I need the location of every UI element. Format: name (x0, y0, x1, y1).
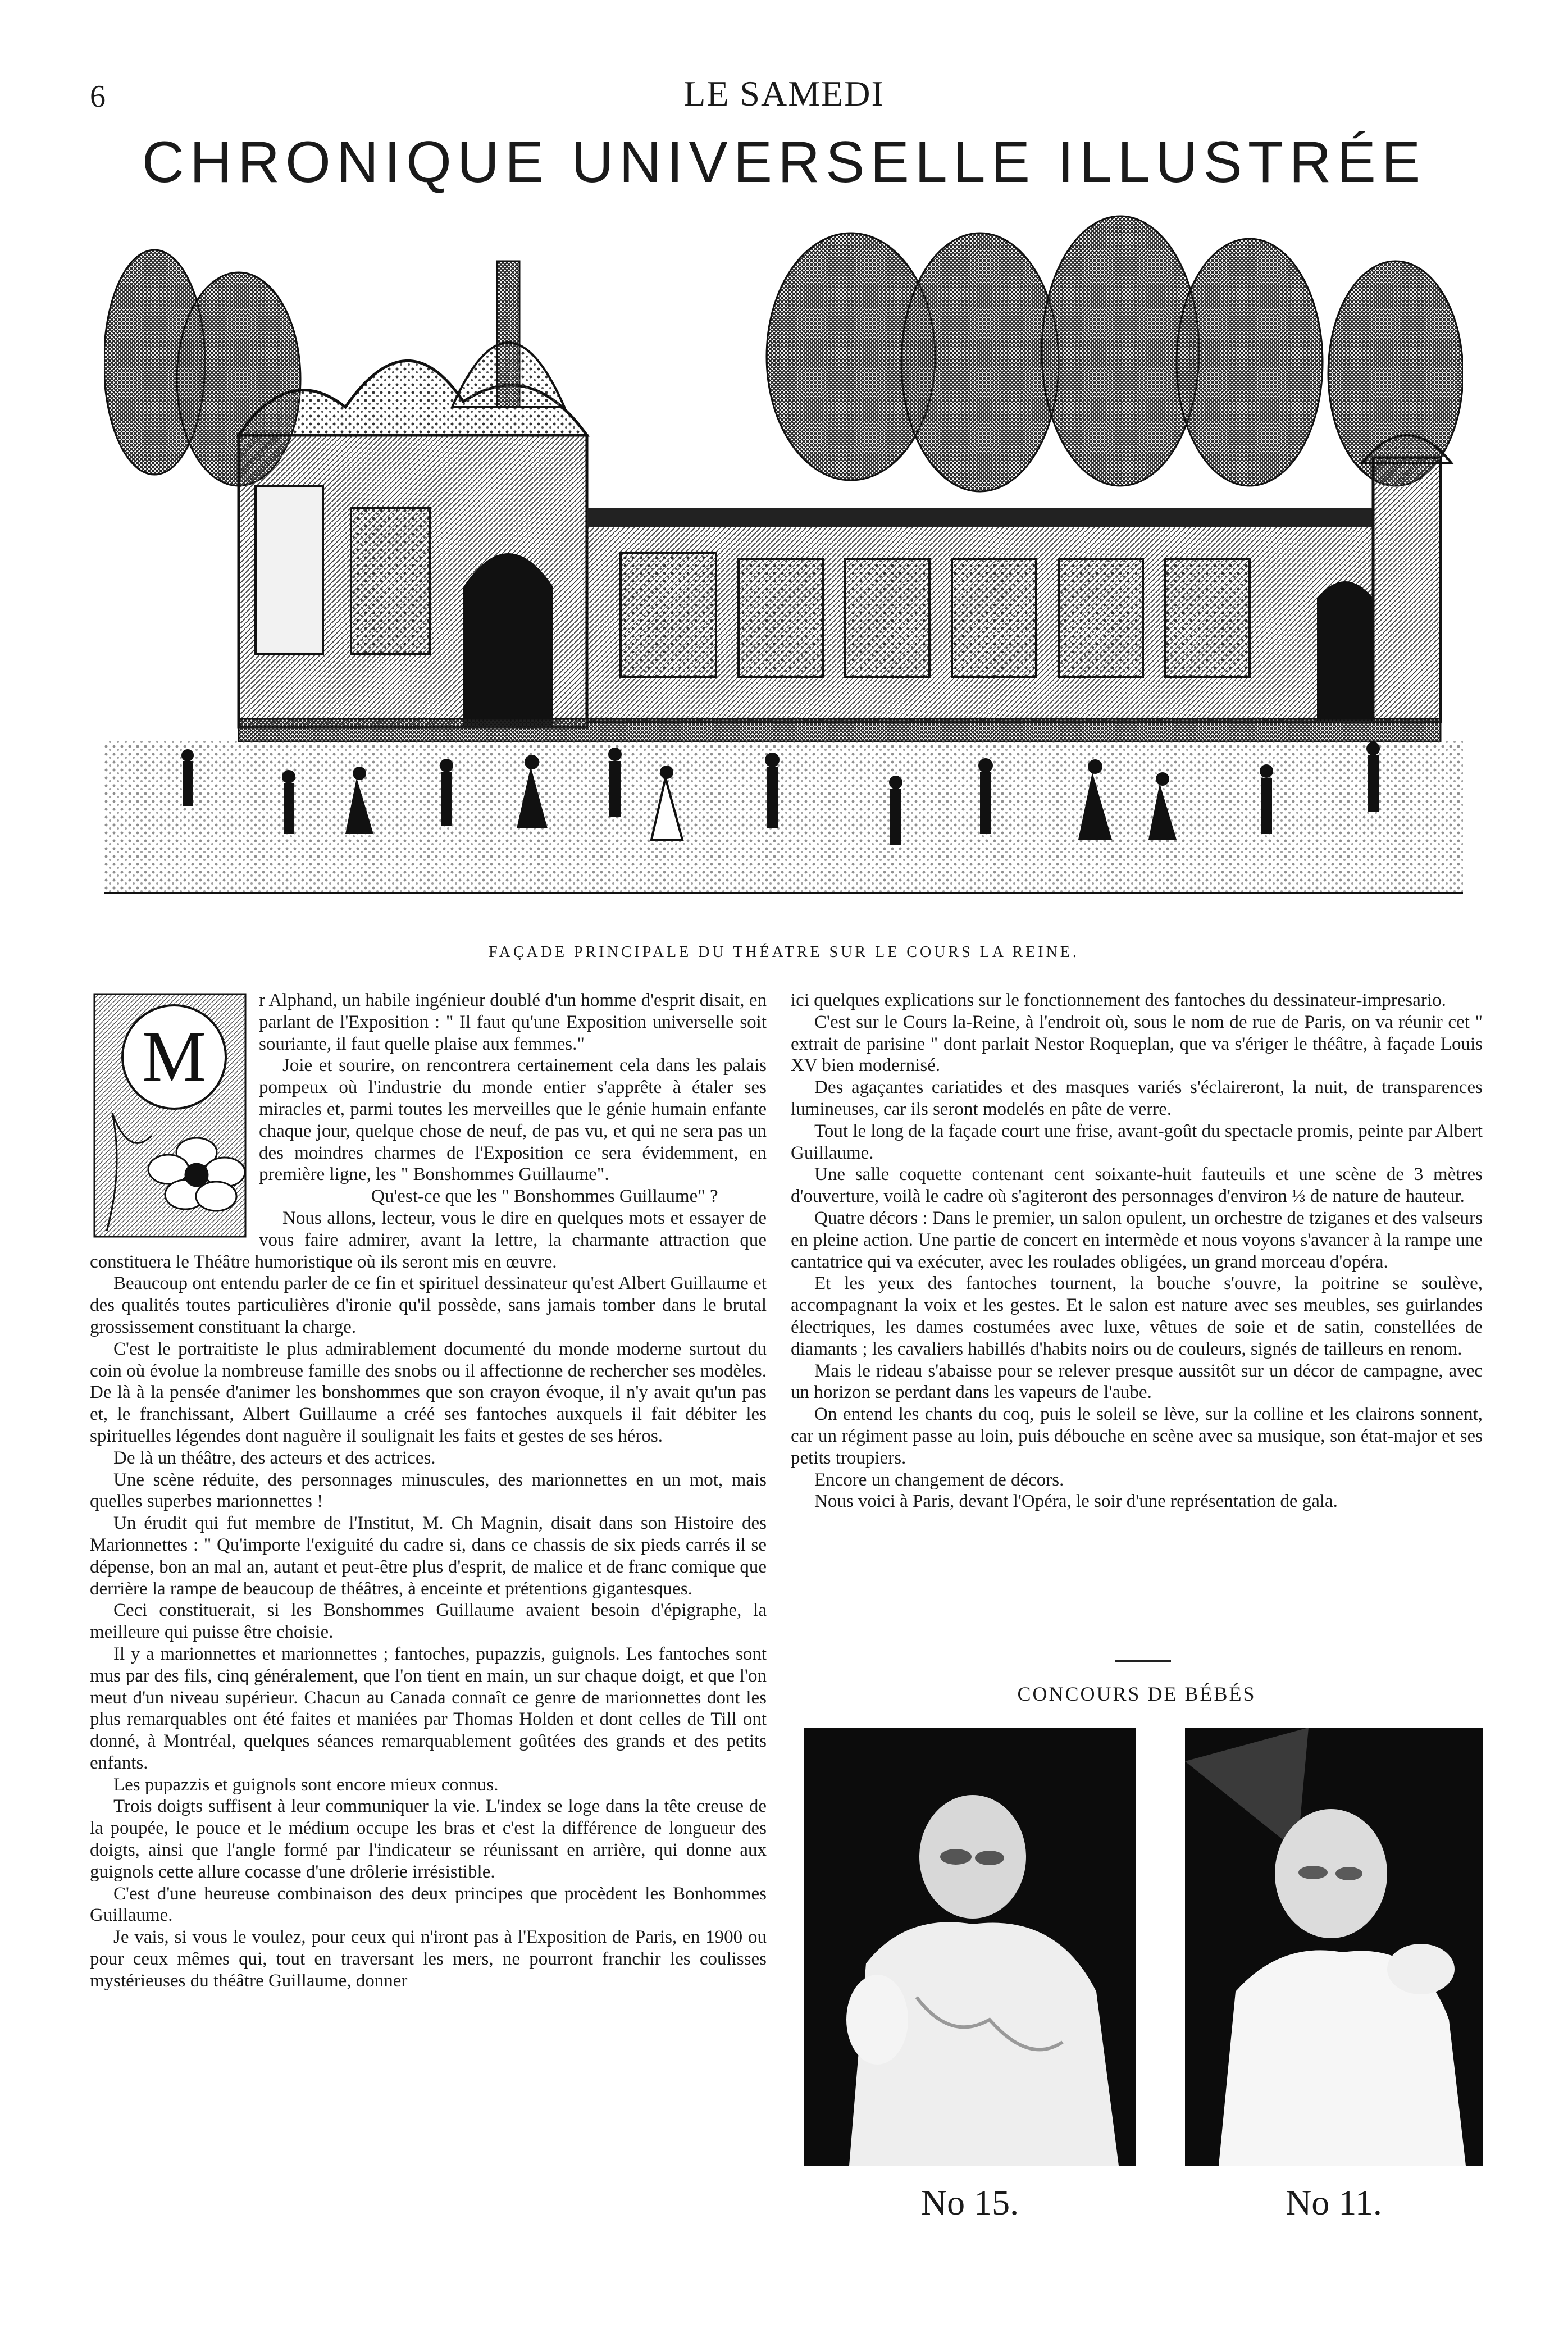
article-paragraph: C'est d'une heureuse combinaison des deux principes que procèdent les Bonhommes Guillaume. (90, 1883, 767, 1926)
page-number: 6 (90, 79, 106, 114)
article-paragraph: Ceci constituerait, si les Bonshommes Guillaume avaient besoin d'épigraphe, la meilleure qui puisse être choisie. (90, 1600, 767, 1643)
article-paragraph: Des agaçantes cariatides et des masques variés s'éclaireront, la nuit, de transparences lumineuses, car ils seront modelés en pâte de verre. (791, 1077, 1483, 1119)
article-paragraph: Qu'est-ce que les " Bonshommes Guillaume" ? (371, 1186, 718, 1207)
article-paragraph: On entend les chants du coq, puis le soleil se lève, sur la colline et les clairons sonnent, car un régiment passe au loin, puis débouche en scène avec sa musique, son état-major et ses petits troupiers. (791, 1404, 1483, 1468)
article-paragraph: Je vais, si vous le voulez, pour ceux qui n'iront pas à l'Exposition de Paris, en 1900 ou pour ceux mêmes qui, tout en traversant les mers, ne pourront franchir les coulisses mystérieuses du théâtre Guillaume, donner (90, 1927, 767, 1991)
article-paragraph: De là un théâtre, des acteurs et des actrices. (113, 1447, 436, 1468)
article-paragraph: Nous voici à Paris, devant l'Opéra, le soir d'une représentation de gala. (814, 1491, 1338, 1512)
running-title: LE SAMEDI (683, 74, 885, 113)
article-paragraph: Et les yeux des fantoches tournent, la bouche s'ouvre, la poitrine se soulève, accompagnant la voix et les gestes. Et le salon est nature avec ses meubles, ses guirlandes électriques, les dames costumées avec luxe, vêtues de soie et de satin, constellées de diamants ; les cavaliers habillés d'habits noirs ou de couleurs, signés de tailleurs en renom. (791, 1273, 1483, 1359)
article-paragraph: C'est le portraitiste le plus admirablement documenté du monde moderne surtout du coin où évolue la nombreuse famille des snobs ou il affectionne de rechercher ses modèles. De là à la pensée d'animer les bonshommes que son crayon évoque, il n'y avait qu'un pas et, le franchissant, Albert Guillaume a créé ses fantoches auxquels il fait débiter les spirituelles légendes dont naguère il soulignait les faits et gestes de ses héros. (90, 1338, 767, 1446)
contest-title: CONCOURS DE BÉBÉS (1017, 1683, 1256, 1705)
photo-label-11: No 11. (1286, 2183, 1382, 2222)
article-paragraph: Il y a marionnettes et marionnettes ; fantoches, pupazzis, guignols. Les fantoches sont mus par des fils, cinq généralement, que l'on tient en main, un sur chaque doigt, et que l'on meut d'un niveau supérieur. Chacun au Canada connaît ce genre de marionnettes dont les plus remarquables ont été faites et maniées par Thomas Holden et dont celles de Till ont donné, à Montréal, quelques séances remarquablement goûtées des grands et des petits enfants. (90, 1643, 767, 1773)
baby-photo-11 (1185, 1728, 1483, 2166)
article-column-left (90, 990, 767, 1992)
article-paragraph: Nous allons, lecteur, vous le dire en quelques mots et essayer de vous faire admirer, avant la lettre, la charmante attraction que constituera le Théâtre humoristique où ils seront mis en œuvre. (90, 1208, 767, 1272)
photo-label-15: No 15. (920, 2183, 1019, 2222)
article-paragraph: Tout le long de la façade court une frise, avant-goût du spectacle promis, peinte par Albert Guillaume. (791, 1120, 1483, 1163)
article-paragraph: Trois doigts suffisent à leur communiquer la vie. L'index se loge dans la tête creuse de la poupée, le pouce et le médium occupe les bras et c'est la différence de longueur des doigts, ainsi que l'angle formé par l'indicateur se réunissant en arrière, qui donne aux guignols cette allure cocasse d'une drôlerie irrésistible. (90, 1796, 767, 1882)
article-paragraph: Mais le rideau s'abaisse pour se relever presque aussitôt sur un décor de campagne, avec un horizon se perdant dans les vapeurs de l'aube. (791, 1360, 1483, 1403)
baby-photo-15 (804, 1728, 1136, 2166)
article-paragraph: ici quelques explications sur le fonctionnement des fantoches du dessinateur-impresario. (791, 990, 1446, 1010)
article-paragraph: Une scène réduite, des personnages minuscules, des marionnettes en un mot, mais quelles superbes marionnettes ! (90, 1469, 767, 1512)
article-paragraph: Un érudit qui fut membre de l'Institut, M. Ch Magnin, disait dans son Histoire des Marionnettes : " Qu'importe l'exiguité du cadre si, dans ce chassis de six pieds carrés il se dépense, bon an mal an, autant et peut-être plus d'esprit, de malice et de franc comique que derrière la rampe de beaucoup de théâtres, à enceinte et prétentions gigantesques. (90, 1513, 767, 1599)
article-paragraph: Encore un changement de décors. (814, 1469, 1064, 1490)
article-paragraph: C'est sur le Cours la-Reine, à l'endroit où, sous le nom de rue de Paris, on va réunir cet " extrait de parisine " dont parlait Nestor Roqueplan, que va s'ériger le théâtre, à façade Louis XV bien modernisé. (791, 1012, 1483, 1076)
article-column-right (791, 990, 1483, 1512)
section-title: CHRONIQUE UNIVERSELLE ILLUSTRÉE (142, 130, 1426, 195)
drop-cap-ornament (90, 990, 250, 1241)
theatre-facade-engraving (104, 194, 1463, 918)
article-paragraph: Beaucoup ont entendu parler de ce fin et spirituel dessinateur qu'est Albert Guillaume et des qualités toutes particulières d'ironie qu'il possède, sans jamais tomber dans le brutal grossissement constituant la charge. (90, 1273, 767, 1337)
article-paragraph: Quatre décors : Dans le premier, un salon opulent, un orchestre de tziganes et des valseurs en pleine action. Une partie de concert en intermède et nous voyons s'avancer à la rampe une cantatrice qui va exécuter, avec les roulades obligées, un grand morceau d'opéra. (791, 1208, 1483, 1272)
article-paragraph: r Alphand, un habile ingénieur doublé d'un homme d'esprit disait, en parlant de l'Exposition : " Il faut qu'une Exposition universelle soit souriante, il faut quelle plaise aux femmes." (259, 990, 767, 1054)
article-paragraph: Les pupazzis et guignols sont encore mieux connus. (113, 1774, 499, 1795)
illustration-caption: FAÇADE PRINCIPALE DU THÉATRE SUR LE COURS LA REINE. (489, 944, 1079, 961)
drop-cap-letter: M (142, 1017, 206, 1096)
article-paragraph: Une salle coquette contenant cent soixante-huit fauteuils et une scène de 3 mètres d'ouverture, voilà le cadre où s'agiteront des personnages d'environ ⅓ de nature de hauteur. (791, 1164, 1483, 1207)
article-paragraph: Joie et sourire, on rencontrera certainement cela dans les palais pompeux où l'industrie du monde entier s'apprête à étaler ses miracles et, parmi toutes les merveilles que le génie humain enfante chaque jour, quelque chose de neuf, de pas vu, et qui ne sera pas un des moindres charmes de l'Exposition ce sera évidemment, en première ligne, les " Bonshommes Guillaume". (259, 1055, 767, 1185)
section-divider (1115, 1660, 1171, 1662)
